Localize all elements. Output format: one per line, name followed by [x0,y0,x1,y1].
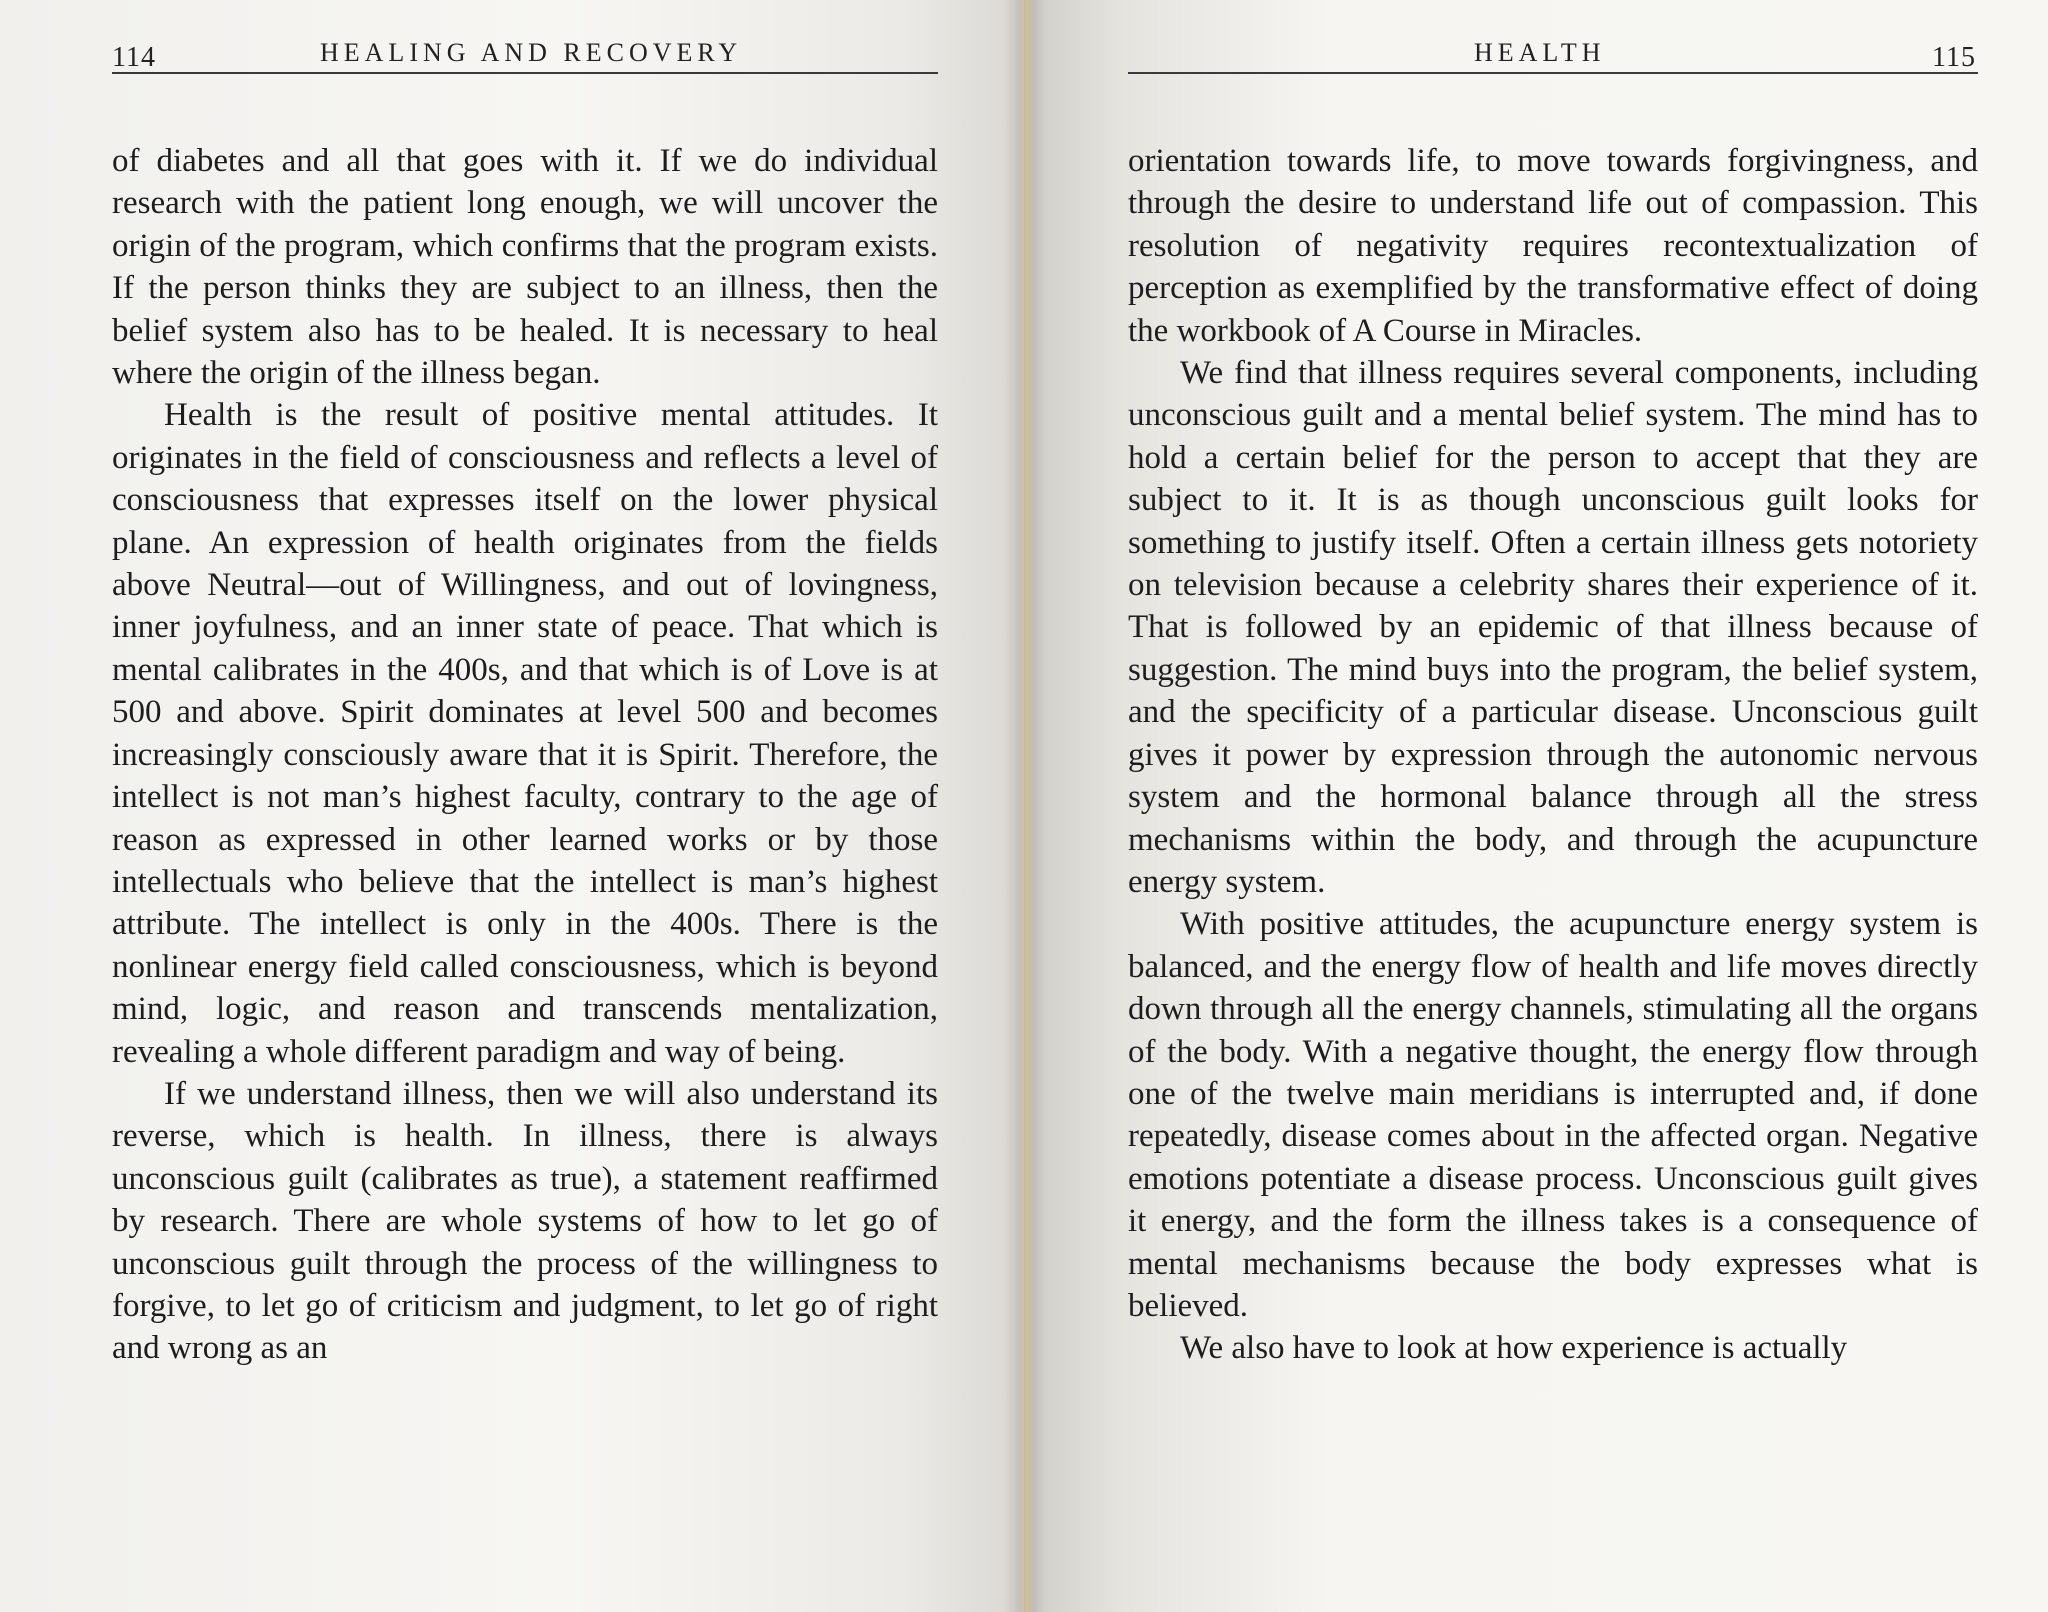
right-page-body [1128,140,1978,1370]
right-paragraph-2: We find that illness requires several components, including unconscious guilt and a mental belief system. The mind has to hold a certain belief for the person to accept that they are subject to it. It is as though unconscious guilt looks for something to justify itself. Often a certain illness gets notoriety on television because a celebrity shares their experience of it. That is followed by an epidemic of that illness because of suggestion. The mind buys into the program, the belief system, and the specificity of a particular disease. Unconscious guilt gives it power by expression through the autonomic nervous system and the hormonal balance through all the stress mechanisms within the body, and through the acupuncture energy system. [1128,355,1978,900]
left-page-header [112,36,938,74]
left-page-number: 114 [112,42,156,73]
left-paragraph-3: If we understand illness, then we will also understand its reverse, which is health. In illness, there is always unconscious guilt (calibrates as true), a statement reaffirmed by research. There are whole systems of how to let go of unconscious guilt through the process of the willingness to forgive, to let go of criticism and judgment, to let go of right and wrong as an [112,1075,938,1367]
left-running-head: HEALING AND RECOVERY [320,38,743,67]
left-paragraph-1: of diabetes and all that goes with it. If we do individual research with the patient long enough, we will uncover the origin of the program, which confirms that the program exists. If the person thinks they are subject to an illness, then the belief system also has to be healed. It is necessary to heal where the origin of the illness began. [112,143,938,392]
right-paragraph-1: orientation towards life, to move towards forgivingness, and through the desire to understand life out of compassion. This resolution of negativity requires recontextualization of perception as exemplified by the transformative effect of doing the workbook of A Course in Miracles. [1128,143,1978,349]
right-paragraph-3: With positive attitudes, the acupuncture energy system is balanced, and the energy flow of health and life moves directly down through all the energy channels, stimulating all the organs of the body. With a negative thought, the energy flow through one of the twelve main meridians is interrupted and, if done repeatedly, disease comes about in the affected organ. Negative emotions potentiate a disease process. Unconscious guilt gives it energy, and the form the illness takes is a consequence of mental mechanisms because the body expresses what is believed. [1128,906,1978,1324]
right-page-header [1128,36,1978,74]
right-page [1024,0,2048,1612]
book-gutter [1004,0,1046,1612]
right-page-number: 115 [1932,42,1976,73]
left-page-body [112,140,938,1370]
left-paragraph-2: Health is the result of positive mental attitudes. It originates in the field of consciousness and reflects a level of consciousness that expresses itself on the lower physical plane. An expression of health originates from the fields above Neutral—out of Willingness, and out of lovingness, inner joyfulness, and an inner state of peace. That which is mental calibrates in the 400s, and that which is of Love is at 500 and above. Spirit dominates at level 500 and becomes increasingly consciously aware that it is Spirit. Therefore, the intellect is not man’s highest faculty, contrary to the age of reason as expressed in other learned works or by those intellectuals who believe that the intellect is man’s highest attribute. The intellect is only in the 400s. There is the nonlinear energy field called consciousness, which is beyond mind, logic, and reason and transcends mentalization, revealing a whole different paradigm and way of being. [112,397,938,1070]
right-running-head: HEALTH [1474,38,1606,67]
right-paragraph-4: We also have to look at how experience is actually [1180,1330,1848,1367]
